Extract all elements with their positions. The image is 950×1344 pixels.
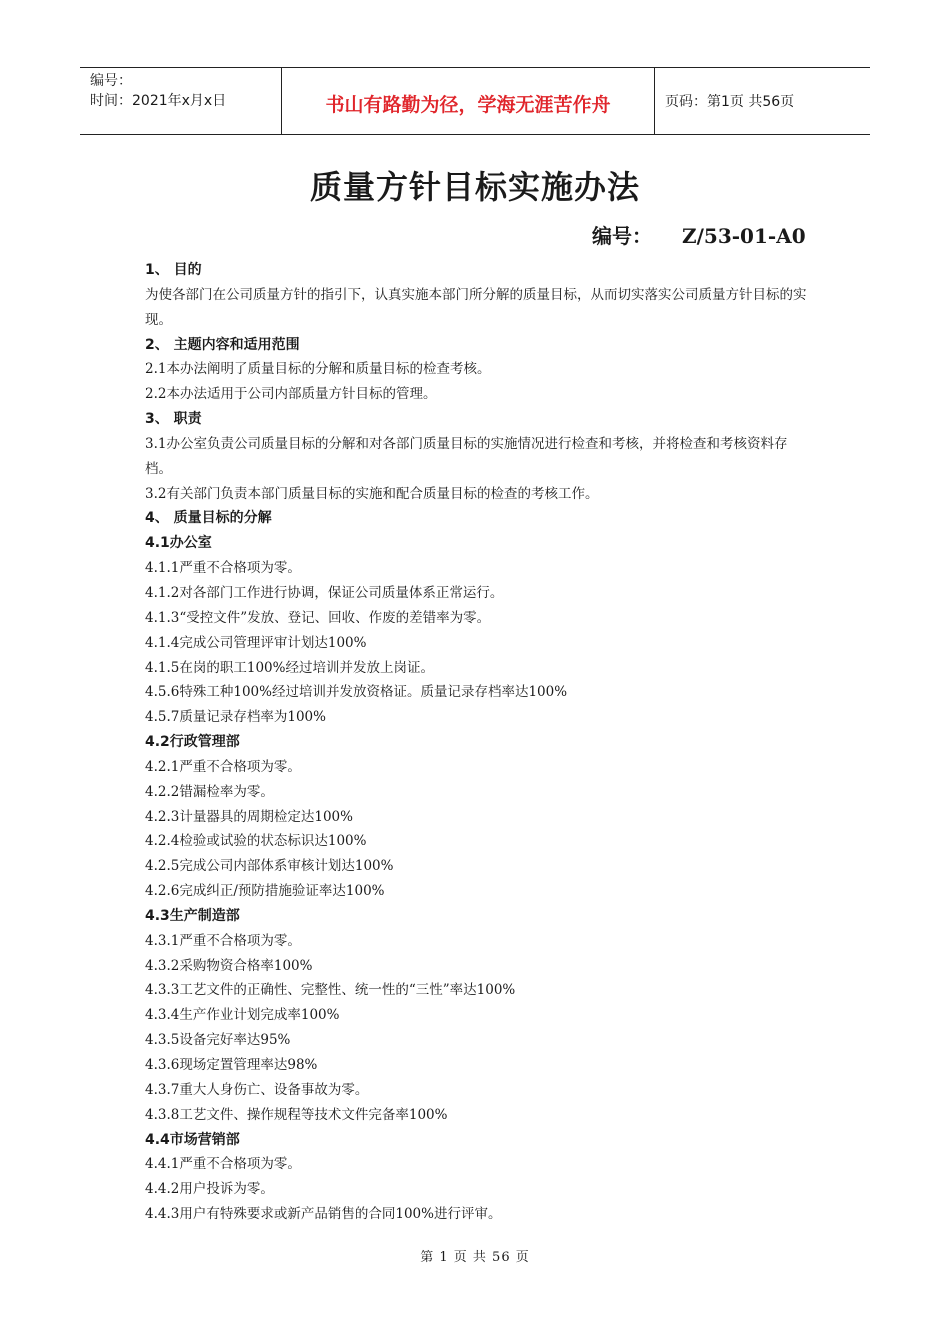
header-table (80, 67, 870, 135)
body-line: 4.3.6现场定置管理率达98% (145, 1057, 318, 1073)
body-line: 4.4.2用户投诉为零。 (145, 1181, 274, 1198)
body-line: 4.2.4检验或试验的状态标识达100% (145, 833, 367, 850)
body-line: 4.2.3计量器具的周期检定达100% (145, 808, 353, 825)
body-line: 为使各部门在公司质量方针的指引下，认真实施本部门所分解的质量目标，从而切实落实公司质量方针目标的实现。 (145, 286, 807, 328)
body-line: 4.1.4完成公司管理评审计划达100% (145, 634, 367, 651)
section-heading: 1、 目的 (145, 262, 202, 278)
body-line: 2.2本办法适用于公司内部质量方针目标的管理。 (145, 386, 437, 403)
body-line: 4.5.6特殊工种100%经过培训并发放资格证。质量记录存档率达100% (145, 684, 568, 701)
header-date: 时间：2021年x月x日 (90, 93, 227, 109)
body-line: 4.1.5在岗的职工100%经过培训并发放上岗证。 (145, 659, 434, 676)
header-number-label: 编号： (90, 73, 132, 89)
document-number-value: Z/53-01-A0 (682, 224, 806, 248)
body-line: 4.3.2采购物资合格率100% (145, 957, 313, 974)
body-line: 4.1.3“受控文件”发放、登记、回收、作废的差错率为零。 (145, 609, 491, 626)
body-line: 4.3.7重大人身伤亡、设备事故为零。 (145, 1081, 369, 1098)
header-info-cell (80, 68, 282, 134)
header-page-info: 页码：第1页 共56页 (665, 94, 795, 110)
document-number-label: 编号： (592, 224, 652, 248)
section-heading: 3、 职责 (145, 411, 202, 428)
body-line: 2.1本办法阐明了质量目标的分解和质量目标的检查考核。 (145, 361, 491, 378)
body-line: 4.5.7质量记录存档率为100% (145, 709, 326, 726)
document-body (145, 258, 810, 1227)
body-line: 4.2.1严重不合格项为零。 (145, 758, 301, 775)
body-line: 4.3.3工艺文件的正确性、完整性、统一性的“三性”率达100% (145, 982, 516, 999)
body-line: 4.3.8工艺文件、操作规程等技术文件完备率100% (145, 1106, 448, 1123)
section-heading: 2、 主题内容和适用范围 (145, 336, 300, 353)
document-number (592, 220, 806, 249)
body-line: 3.1办公室负责公司质量目标的分解和对各部门质量目标的实施情况进行检查和考核，并将检查和考核资料存档。 (145, 435, 788, 477)
body-line: 4.3.4生产作业计划完成率100% (145, 1007, 340, 1024)
body-line: 3.2有关部门负责本部门质量目标的实施和配合质量目标的检查的考核工作。 (145, 485, 599, 502)
header-motto: 书山有路勤为径，学海无涯苦作舟 (282, 68, 655, 134)
body-line: 4.4.1严重不合格项为零。 (145, 1156, 301, 1173)
document-title: 质量方针目标实施办法 (309, 168, 640, 206)
body-line: 4.3.1严重不合格项为零。 (145, 932, 301, 949)
body-line: 4.1.1严重不合格项为零。 (145, 560, 301, 577)
section-heading: 4.4市场营销部 (145, 1131, 240, 1148)
body-line: 4.3.5设备完好率达95% (145, 1032, 291, 1049)
body-line: 4.1.2对各部门工作进行协调，保证公司质量体系正常运行。 (145, 584, 504, 601)
section-heading: 4.2行政管理部 (145, 734, 240, 751)
body-line: 4.2.2错漏检率为零。 (145, 783, 274, 800)
page-footer: 第 1 页 共 56 页 (420, 1250, 530, 1265)
section-heading: 4.1办公室 (145, 535, 212, 552)
section-heading: 4.3生产制造部 (145, 907, 240, 924)
section-heading: 4、 质量目标的分解 (145, 510, 272, 527)
body-line: 4.4.3用户有特殊要求或新产品销售的合同100%进行评审。 (145, 1206, 502, 1223)
body-line: 4.2.5完成公司内部体系审核计划达100% (145, 858, 394, 875)
body-line: 4.2.6完成纠正/预防措施验证率达100% (145, 883, 385, 900)
